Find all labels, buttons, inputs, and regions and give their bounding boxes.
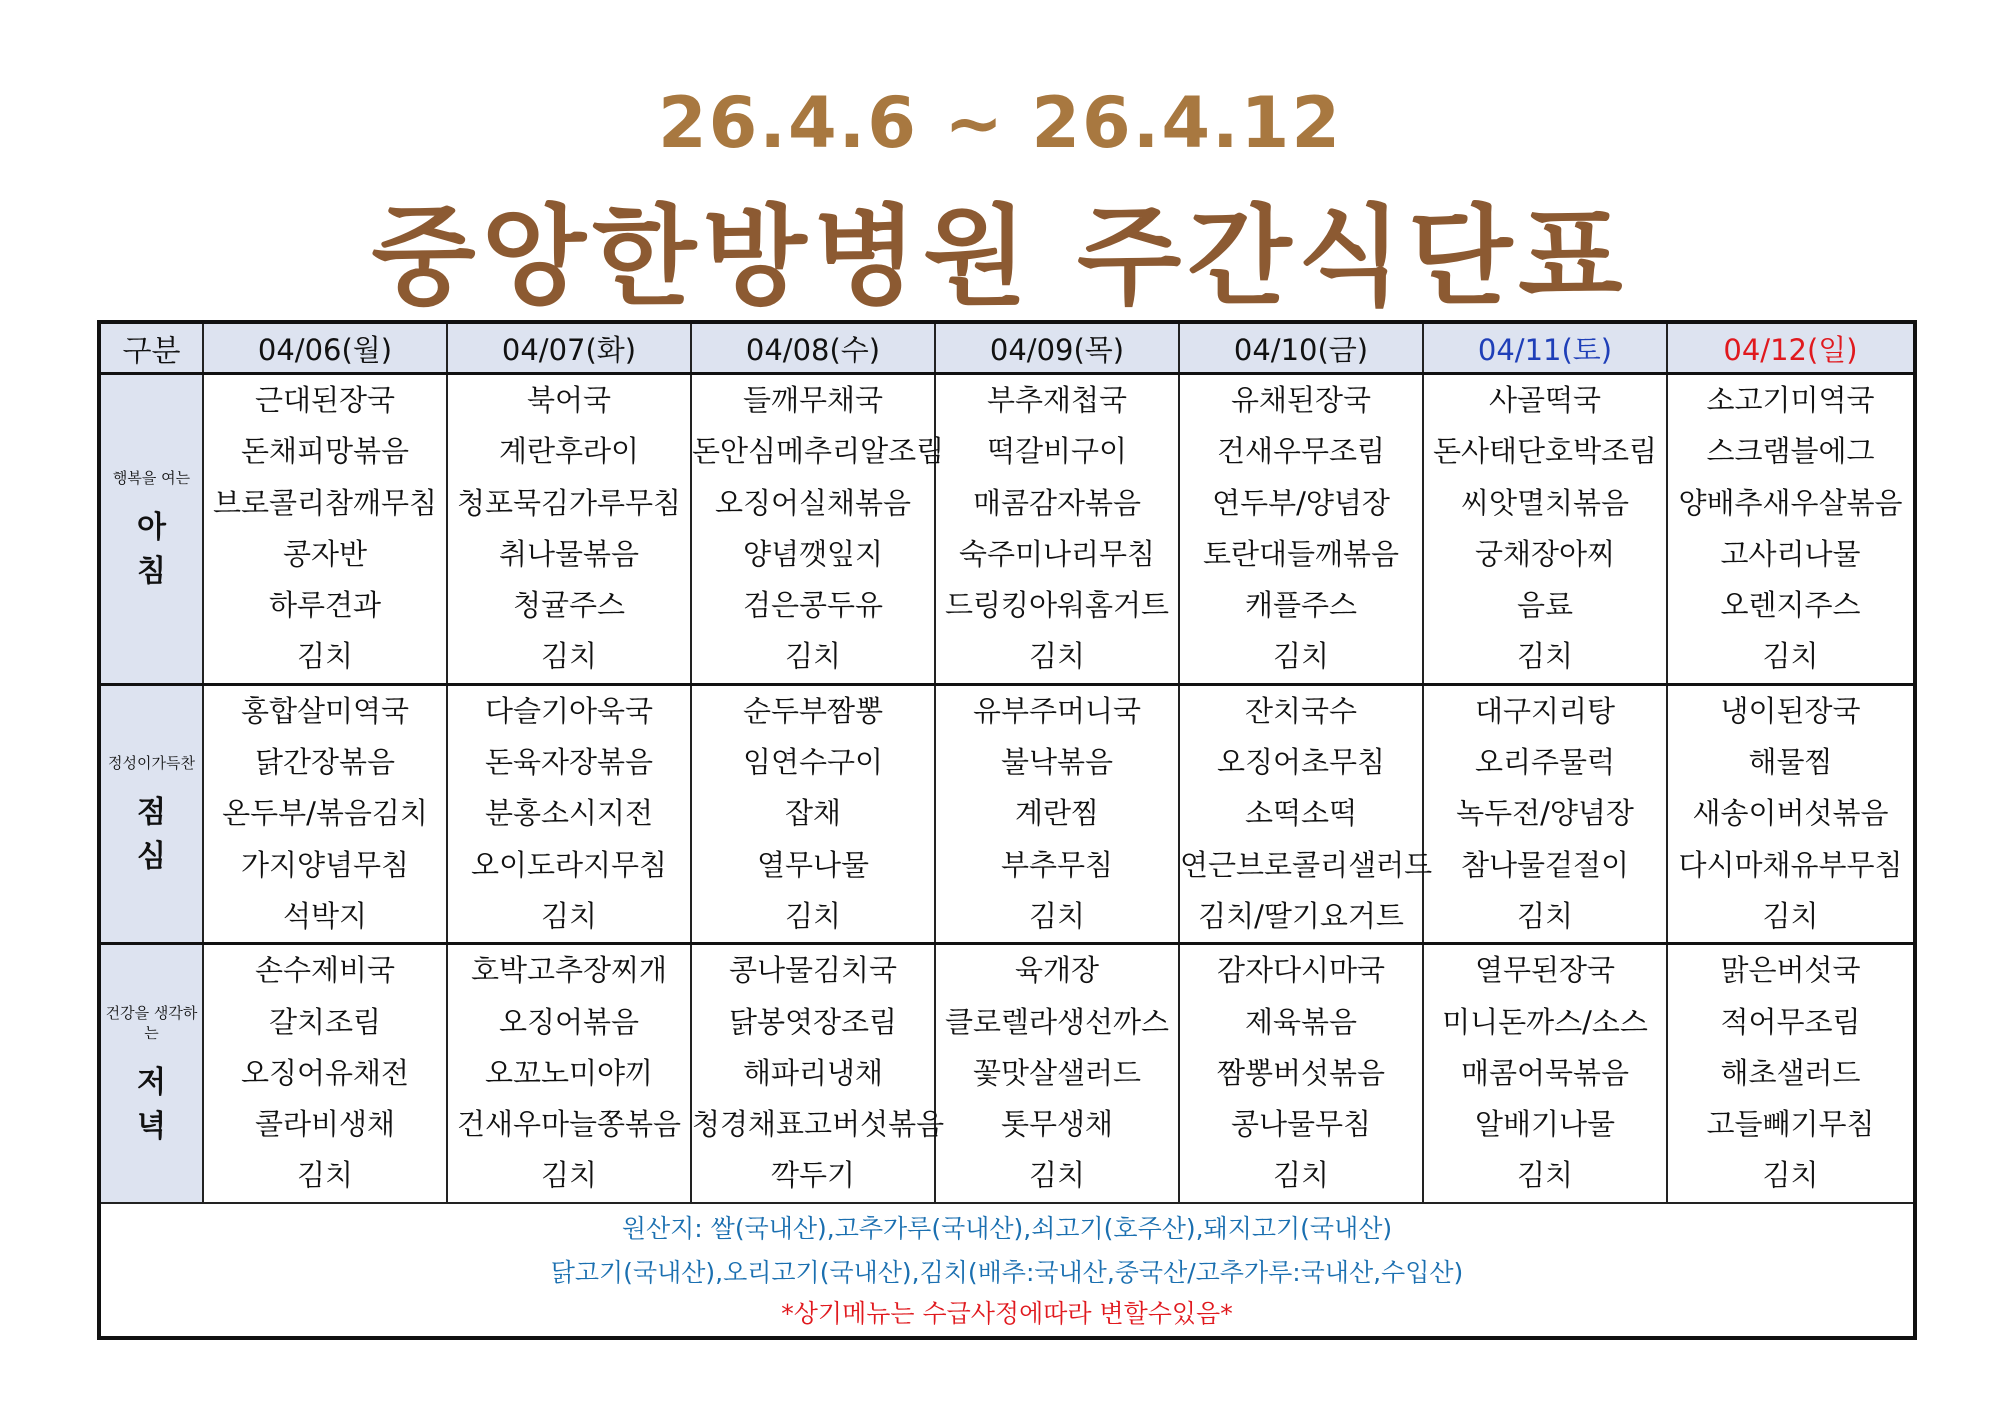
meal-row [99, 944, 1915, 1203]
dish-item: 김치 [1272, 1158, 1330, 1193]
dish-item: 김치 [1272, 639, 1330, 674]
dish-item: 연근브로콜리샐러드 [1180, 847, 1433, 882]
meal-label [99, 944, 203, 1203]
dish-item: 미니돈까스/소스 [1442, 1004, 1648, 1039]
menu-cell [1423, 684, 1667, 943]
meal-name: 저녁 [137, 1064, 184, 1144]
dish-item: 콩나물김치국 [728, 953, 898, 988]
dish-item: 김치 [1028, 639, 1086, 674]
day-header: 04/06(월) [203, 322, 447, 374]
dish-item: 맑은버섯국 [1720, 953, 1861, 988]
dish-item: 캐플주스 [1244, 588, 1358, 623]
menu-cell [447, 684, 691, 943]
dish-item: 김치 [1028, 898, 1086, 933]
meal-slogan: 정성이가득찬 [108, 754, 195, 773]
header-row [99, 322, 1915, 374]
day-header: 04/09(목) [935, 322, 1179, 374]
dish-item: 대구지리탕 [1474, 693, 1616, 728]
dish-item: 브로콜리참깨무침 [212, 485, 438, 520]
menu-cell [1179, 944, 1423, 1203]
dish-item: 적어무조림 [1720, 1004, 1861, 1039]
dish-item: 오징어볶음 [498, 1004, 640, 1039]
menu-cell [935, 944, 1179, 1203]
dish-item: 청경채표고버섯볶음 [692, 1107, 945, 1142]
menu-cell [1423, 374, 1667, 685]
dish-item: 청포묵김가루무침 [456, 485, 682, 520]
dish-item: 분홍소시지전 [484, 796, 654, 831]
dish-item: 김치 [540, 1158, 598, 1193]
dish-item: 짬뽕버섯볶음 [1216, 1055, 1386, 1090]
dish-item: 참나물겉절이 [1460, 847, 1630, 882]
dish-item: 열무된장국 [1474, 953, 1616, 988]
dish-item: 오꼬노미야끼 [484, 1055, 654, 1090]
dish-item: 김치/딸기요거트 [1198, 898, 1404, 933]
menu-cell [1667, 684, 1915, 943]
dish-item: 열무나물 [756, 847, 870, 882]
dish-item: 매콤감자볶음 [972, 485, 1142, 520]
dish-item: 김치 [296, 1158, 354, 1193]
dish-item: 토란대들깨볶음 [1202, 536, 1400, 571]
menu-cell [1423, 944, 1667, 1203]
menu-cell [1179, 374, 1423, 685]
dish-item: 계란후라이 [498, 434, 640, 469]
menu-cell [691, 684, 935, 943]
weekly-menu-table [97, 320, 1917, 1340]
dish-item: 매콤어묵볶음 [1460, 1055, 1630, 1090]
dish-item: 온두부/볶음김치 [222, 796, 428, 831]
dish-item: 육개장 [1014, 953, 1100, 988]
dish-item: 손수제비국 [254, 953, 396, 988]
dish-item: 다슬기아욱국 [484, 693, 654, 728]
dish-item: 근대된장국 [254, 383, 396, 417]
meal-row [99, 684, 1915, 943]
menu-cell [691, 944, 945, 1203]
dish-item: 오징어초무침 [1216, 745, 1386, 780]
dish-item: 김치 [296, 639, 354, 674]
dish-item: 김치 [784, 898, 842, 933]
meal-slogan: 행복을 여는 [112, 468, 191, 487]
dish-item: 소떡소떡 [1244, 796, 1358, 831]
dish-item: 호박고추장찌개 [470, 953, 668, 988]
dish-item: 양념깻잎지 [742, 536, 884, 571]
dish-item: 꽃맛살샐러드 [972, 1055, 1142, 1090]
day-header: 04/10(금) [1179, 322, 1423, 374]
meal-label [99, 684, 203, 943]
meal-name: 점심 [137, 795, 184, 875]
supply-change-note: *상기메뉴는 수급사정에따라 변할수있음* [781, 1298, 1233, 1328]
dish-item: 숙주미나리무침 [958, 536, 1156, 571]
menu-cell [1179, 684, 1433, 943]
dish-item: 부추무침 [1000, 847, 1114, 882]
dish-item: 냉이된장국 [1720, 693, 1861, 728]
dish-item: 콜라비생채 [254, 1107, 396, 1142]
dish-item: 북어국 [526, 383, 612, 417]
dish-item: 드링킹아워홈거트 [944, 588, 1170, 623]
menu-cell [203, 944, 447, 1203]
menu-cell [935, 374, 1179, 685]
dish-item: 깍두기 [770, 1158, 856, 1193]
dish-item: 유부주머니국 [972, 693, 1142, 728]
dish-item: 제육볶음 [1244, 1004, 1358, 1039]
dish-item: 임연수구이 [742, 745, 884, 780]
dish-item: 클로렐라생선까스 [944, 1004, 1170, 1039]
day-header: 04/11(토) [1423, 322, 1667, 374]
dish-item: 김치 [1516, 898, 1574, 933]
dish-item: 부추재첩국 [986, 383, 1128, 417]
menu-cell [1667, 944, 1915, 1203]
dish-item: 건새우무조림 [1216, 434, 1386, 469]
day-header: 04/07(화) [447, 322, 691, 374]
dish-item: 궁채장아찌 [1474, 536, 1616, 571]
dish-item: 감자다시마국 [1216, 953, 1386, 988]
dish-item: 돈채피망볶음 [240, 434, 410, 469]
meal-name: 아침 [137, 509, 184, 589]
dish-item: 김치 [1516, 639, 1574, 674]
dish-item: 오징어유채전 [240, 1055, 410, 1090]
dish-item: 홍합살미역국 [240, 693, 410, 728]
meal-label [99, 374, 203, 685]
meal-slogan: 건강을 생각하는 [105, 1003, 198, 1042]
dish-item: 불낙볶음 [1000, 745, 1114, 780]
menu-cell [203, 684, 447, 943]
dish-item: 오리주물럭 [1474, 745, 1616, 780]
dish-item: 하루견과 [268, 588, 382, 623]
dish-item: 취나물볶음 [498, 536, 640, 571]
dish-item: 고들빼기무침 [1706, 1107, 1875, 1142]
category-header: 구분 [99, 322, 203, 374]
dish-item: 해파리냉채 [742, 1055, 884, 1090]
dish-item: 닭봉엿장조림 [728, 1004, 898, 1039]
dish-item: 떡갈비구이 [986, 434, 1128, 469]
menu-cell [447, 944, 691, 1203]
dish-item: 잡채 [784, 796, 842, 831]
meal-row [99, 374, 1915, 685]
dish-item: 잔치국수 [1244, 693, 1358, 728]
dish-item: 고사리나물 [1720, 536, 1861, 571]
page-title: 중앙한방병원 주간식단표 [371, 195, 1629, 320]
dish-item: 해물찜 [1748, 745, 1833, 780]
dish-item: 계란찜 [1014, 796, 1100, 831]
dish-item: 유채된장국 [1230, 383, 1372, 417]
dish-item: 가지양념무침 [240, 847, 410, 882]
dish-item: 돈사태단호박조림 [1432, 434, 1658, 469]
dish-item: 톳무생채 [1000, 1107, 1114, 1142]
dish-item: 콩자반 [282, 536, 368, 571]
dish-item: 검은콩두유 [742, 588, 884, 623]
dish-item: 오징어실채볶음 [714, 485, 912, 520]
menu-cell [447, 374, 691, 685]
dish-item: 김치 [784, 639, 842, 674]
day-header: 04/12(일) [1667, 322, 1915, 374]
dish-item: 사골떡국 [1488, 383, 1602, 417]
dish-item: 김치 [540, 639, 598, 674]
origin-line-2: 닭고기(국내산),오리고기(국내산),김치(배추:국내산,중국산/고추가루:국내산,수입산) [550, 1257, 1464, 1287]
menu-cell [691, 374, 945, 685]
dish-item: 콩나물무침 [1230, 1107, 1372, 1142]
date-range: 26.4.6 ~ 26.4.12 [657, 82, 1343, 164]
dish-item: 김치 [1028, 1158, 1086, 1193]
dish-item: 해초샐러드 [1720, 1055, 1861, 1090]
dish-item: 음료 [1516, 588, 1574, 623]
dish-item: 김치 [1762, 639, 1819, 674]
dish-item: 청귤주스 [512, 588, 626, 623]
day-header: 04/08(수) [691, 322, 935, 374]
dish-item: 김치 [1762, 1158, 1819, 1193]
menu-cell [1667, 374, 1915, 685]
origin-notice [99, 1203, 1915, 1338]
dish-item: 양배추새우살볶음 [1678, 485, 1903, 520]
dish-item: 갈치조림 [268, 1004, 382, 1039]
dish-item: 닭간장볶음 [254, 745, 396, 780]
dish-item: 씨앗멸치볶음 [1460, 485, 1630, 520]
dish-item: 연두부/양념장 [1212, 485, 1390, 520]
dish-item: 오이도라지무침 [470, 847, 668, 882]
dish-item: 돈육자장볶음 [484, 745, 654, 780]
origin-line-1: 원산지: 쌀(국내산),고추가루(국내산),쇠고기(호주산),돼지고기(국내산) [621, 1213, 1393, 1243]
dish-item: 소고기미역국 [1706, 383, 1875, 417]
dish-item: 건새우마늘쫑볶음 [456, 1107, 682, 1142]
dish-item: 순두부짬뽕 [742, 693, 884, 728]
dish-item: 김치 [540, 898, 598, 933]
footer-row [99, 1203, 1915, 1338]
dish-item: 스크램블에그 [1706, 434, 1875, 469]
dish-item: 돈안심메추리알조림 [692, 434, 945, 469]
dish-item: 김치 [1762, 898, 1819, 933]
dish-item: 다시마채유부무침 [1678, 847, 1903, 882]
dish-item: 알배기나물 [1474, 1107, 1616, 1142]
menu-cell [203, 374, 447, 685]
dish-item: 석박지 [282, 898, 368, 933]
dish-item: 새송이버섯볶음 [1692, 796, 1889, 831]
dish-item: 오렌지주스 [1720, 588, 1861, 623]
dish-item: 김치 [1516, 1158, 1574, 1193]
dish-item: 녹두전/양념장 [1456, 796, 1634, 831]
dish-item: 들깨무채국 [742, 383, 884, 417]
menu-cell [935, 684, 1179, 943]
